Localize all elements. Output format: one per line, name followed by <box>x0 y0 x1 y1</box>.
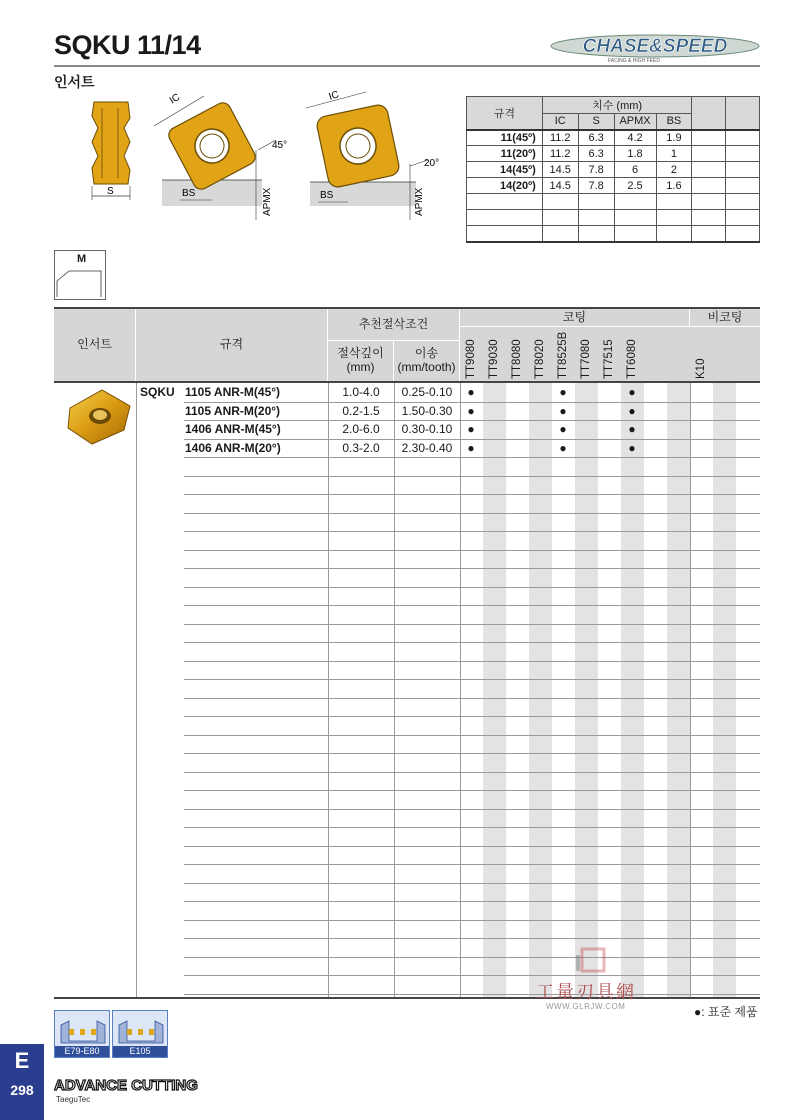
feed-value: 0.25-0.10 <box>401 385 453 399</box>
apmx-label-20: APMX <box>414 187 425 216</box>
header-cutting-conditions: 추천절삭조건 <box>328 309 460 341</box>
feed-value: 1.50-0.30 <box>401 403 453 418</box>
insert-photo <box>64 386 136 446</box>
section-tab <box>0 1044 44 1120</box>
section-letter: E <box>14 1048 30 1073</box>
bs-label-45: BS <box>182 188 196 199</box>
header-coating: 코팅 <box>460 309 690 327</box>
thumb-label: E79-E80 <box>55 1046 109 1057</box>
standard-product-mark: ● <box>467 422 475 436</box>
ic-label-45: IC <box>167 91 183 107</box>
svg-text:TaeguTec: TaeguTec <box>56 1095 91 1104</box>
grade-header-tt8080: TT8080 <box>511 339 523 379</box>
depth-value: 2.0-6.0 <box>342 422 380 436</box>
s-dimension-label: S <box>107 186 114 197</box>
dim-spec-header: 규격 <box>467 97 543 130</box>
dimension-table <box>466 96 760 243</box>
depth-value: 0.2-1.5 <box>342 403 380 418</box>
standard-product-mark: ● <box>467 403 475 418</box>
feed-value: 2.30-0.40 <box>401 440 453 455</box>
standard-product-mark: ● <box>467 385 475 399</box>
table-row <box>54 420 760 438</box>
standard-product-mark: ● <box>559 440 567 455</box>
dim-row: 14(45º) 14.5 7.8 6 2 <box>467 162 760 178</box>
insert-side-view-drawing <box>88 98 138 204</box>
ref-thumbnail-e79-e80[interactable] <box>54 1010 110 1058</box>
watermark-url: WWW.GLRJW.COM <box>546 1002 626 1011</box>
page-title: SQKU 11/14 <box>54 30 201 60</box>
spec-value: 1105 ANR-M(45°) <box>185 385 281 399</box>
standard-product-mark: ● <box>628 440 636 455</box>
standard-product-mark: ● <box>559 403 567 418</box>
table-row <box>54 439 760 457</box>
grade-header-tt8525b: TT8525B <box>557 331 569 379</box>
material-group-badge <box>54 250 106 300</box>
grade-header-tt8020: TT8020 <box>534 339 546 379</box>
header-depth: 절삭깊이 (mm) <box>328 341 394 381</box>
feed-value: 0.30-0.10 <box>401 422 453 436</box>
grade-table-header <box>54 307 760 383</box>
depth-value: 1.0-4.0 <box>342 385 380 399</box>
apmx-label-45: APMX <box>262 187 273 216</box>
bs-label-20: BS <box>320 190 334 201</box>
angle-label-20: 20° <box>424 158 440 169</box>
page-number: 298 <box>10 1082 34 1098</box>
material-letter: M <box>77 253 87 265</box>
legend-standard-product: ●: 표준 제품 <box>694 1005 758 1019</box>
grade-header-tt9080: TT9080 <box>465 339 477 379</box>
depth-value: 0.3-2.0 <box>342 440 380 455</box>
table-row <box>54 402 760 420</box>
dim-col-ic: IC <box>542 114 578 130</box>
header-feed: 이송 (mm/tooth) <box>394 341 460 381</box>
dim-row: 11(20º) 11.2 6.3 1.8 1 <box>467 146 760 162</box>
thumb-label: E105 <box>113 1046 167 1057</box>
header-uncoated: 비코팅 <box>690 309 760 327</box>
svg-text:ADVANCE CUTTING: ADVANCE CUTTING <box>54 1077 198 1094</box>
page-subtitle: 인서트 <box>54 74 95 90</box>
svg-text:CHASE&SPEED: CHASE&SPEED <box>582 36 728 57</box>
header-spec: 규격 <box>136 309 328 381</box>
dim-row: 14(20º) 14.5 7.8 2.5 1.6 <box>467 178 760 194</box>
header-insert: 인서트 <box>54 309 136 381</box>
grade-header-tt9030: TT9030 <box>488 339 500 379</box>
dim-col-apmx: APMX <box>614 114 656 130</box>
insert-20-drawing <box>302 86 450 220</box>
grade-header-tt6080: TT6080 <box>626 339 638 379</box>
svg-text:FACING & HIGH FEED: FACING & HIGH FEED <box>608 58 660 64</box>
standard-product-mark: ● <box>628 403 636 418</box>
dim-col-s: S <box>578 114 614 130</box>
spec-prefix: SQKU <box>140 385 175 399</box>
spec-value: 1105 ANR-M(20°) <box>185 403 281 418</box>
advance-cutting-logo <box>54 1072 200 1106</box>
standard-product-mark: ● <box>467 440 475 455</box>
standard-product-mark: ● <box>628 385 636 399</box>
title-rule <box>54 65 760 67</box>
ic-label-20: IC <box>327 89 341 103</box>
standard-product-mark: ● <box>559 422 567 436</box>
grade-header-tt7515: TT7515 <box>603 339 615 379</box>
chase-speed-logo <box>548 32 762 64</box>
spec-value: 1406 ANR-M(45°) <box>185 422 281 436</box>
standard-product-mark: ● <box>559 385 567 399</box>
table-row <box>54 383 760 401</box>
dim-row: 11(45º) 11.2 6.3 4.2 1.9 <box>467 130 760 146</box>
watermark-text: 工量刃具網 <box>536 982 636 1003</box>
dim-unit-header: 치수 (mm) <box>542 97 692 114</box>
ref-thumbnail-e105[interactable] <box>112 1010 168 1058</box>
insert-45-drawing <box>152 90 300 220</box>
grade-header-k10: K10 <box>695 358 707 379</box>
standard-product-mark: ● <box>628 422 636 436</box>
grade-header-tt7080: TT7080 <box>580 339 592 379</box>
dim-col-bs: BS <box>656 114 692 130</box>
spec-value: 1406 ANR-M(20°) <box>185 440 281 455</box>
angle-label-45: 45° <box>272 140 288 151</box>
